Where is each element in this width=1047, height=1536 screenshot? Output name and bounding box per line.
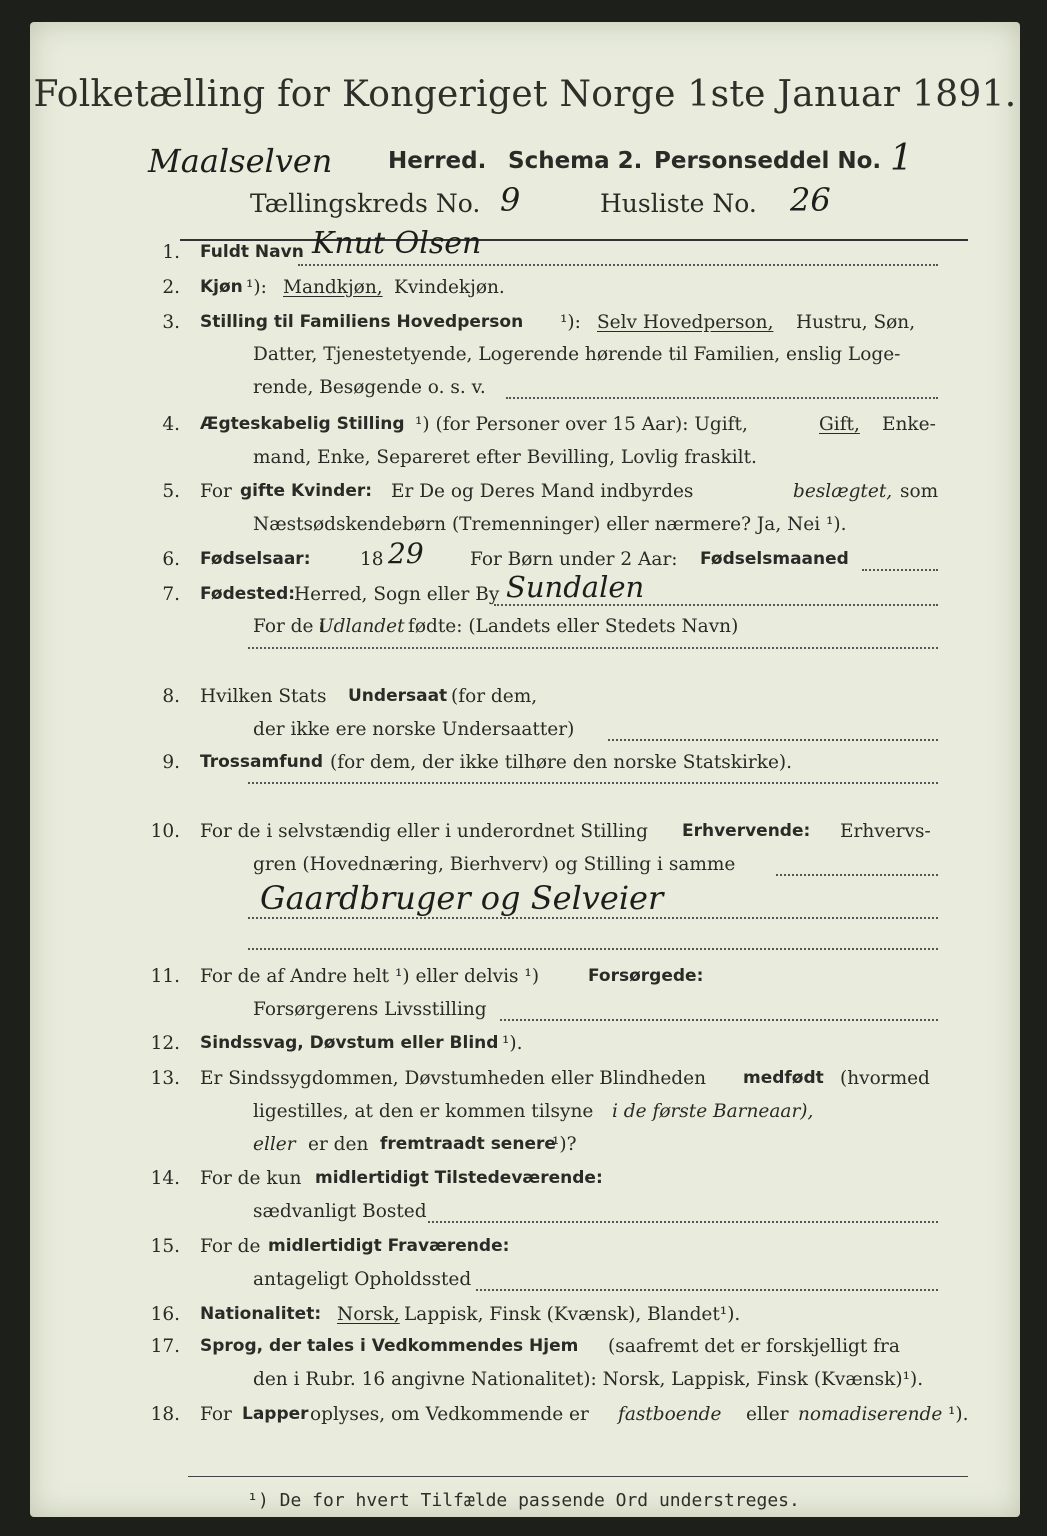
nationality-norwegian: Norsk,	[337, 1303, 400, 1325]
gender-label: Kjøn	[200, 276, 243, 297]
item-number: 14.	[150, 1168, 180, 1190]
gender-male: Mandkjøn,	[283, 276, 383, 298]
item-number: 5.	[162, 481, 180, 503]
citizenship-pre: Hvilken Stats	[200, 685, 327, 707]
label-prefix: For	[200, 481, 232, 503]
usual-residence: sædvanligt Bosted	[253, 1201, 427, 1223]
item-number: 3.	[162, 311, 180, 333]
congenital-post: (hvormed	[840, 1068, 930, 1090]
nationality-options: Lappisk, Finsk (Kvænsk), Blandet¹).	[404, 1303, 741, 1325]
religion-text: (for dem, der ikke tilhøre den norske Statskirke).	[330, 751, 793, 773]
fill-line	[428, 1221, 938, 1223]
birth-year-label: Fødselsaar:	[200, 548, 311, 569]
dependents-pre: For de af Andre helt ¹) eller delvis ¹)	[200, 965, 540, 987]
abroad-post: fødte: (Landets eller Stedets Navn)	[408, 616, 739, 638]
census-form	[30, 22, 1020, 1517]
fill-line	[298, 264, 938, 266]
personseddel-label: Personseddel No.	[654, 148, 882, 174]
occupation-post: Erhvervs-	[840, 821, 931, 843]
provider-occupation: Forsørgerens Livsstilling	[253, 998, 487, 1020]
item-number: 18.	[150, 1403, 180, 1425]
temp-present-label: midlertidigt Tilstedeværende:	[315, 1168, 603, 1189]
herred-label: Herred.	[388, 148, 487, 174]
item-number: 2.	[162, 276, 180, 298]
family-position-label: Stilling til Familiens Hovedperson	[200, 311, 524, 332]
fill-line	[476, 1289, 938, 1291]
footnote: ¹) De for hvert Tilfælde passende Ord understreges.	[247, 1490, 800, 1511]
birth-year-value: 29	[388, 536, 424, 570]
full-name-value: Knut Olsen	[312, 226, 482, 262]
husliste-value: 26	[790, 181, 831, 219]
position-self-head: Selv Hovedperson,	[597, 311, 774, 333]
marital-options-2: mand, Enke, Separeret efter Bevilling, Lovlig fraskilt.	[253, 446, 757, 468]
fill-line	[248, 948, 938, 950]
sami-settled: fastboende	[618, 1403, 722, 1425]
footnote-ref: ¹).	[948, 1403, 969, 1425]
full-name-label: Fuldt Navn	[200, 242, 304, 263]
nationality-label: Nationalitet:	[200, 1303, 322, 1324]
temp-absent-label: midlertidigt Fraværende:	[268, 1235, 510, 1256]
marital-options: ¹) (for Personer over 15 Aar): Ugift,	[415, 413, 748, 435]
fill-line	[776, 874, 938, 876]
congenital-line-2: ligestilles, at den er kommen tilsyne	[253, 1100, 594, 1122]
item-number: 15.	[150, 1235, 180, 1257]
sami-label: Lapper	[242, 1403, 309, 1424]
item-number: 16.	[150, 1303, 180, 1325]
item-number: 17.	[150, 1336, 180, 1358]
position-options-3: rende, Besøgende o. s. v.	[253, 377, 486, 399]
dependents-label: Forsørgede:	[588, 965, 704, 986]
occupation-pre: For de i selvstændig eller i underordnet Stilling	[200, 821, 648, 843]
religion-label: Trossamfund	[200, 751, 323, 772]
item-number: 10.	[150, 821, 180, 843]
citizenship-post: (for dem,	[451, 685, 538, 707]
kreds-label: Tællingskreds No.	[250, 189, 481, 218]
header-line-2	[30, 181, 1020, 227]
fill-line	[494, 604, 938, 606]
position-options: Hustru, Søn,	[796, 311, 916, 333]
fill-line	[248, 782, 938, 784]
marital-married: Gift,	[819, 413, 860, 435]
footnote-ref: ¹):	[246, 276, 267, 298]
personseddel-value: 1	[890, 138, 913, 179]
fill-line	[608, 739, 938, 741]
language-post: (saafremt det er forskjelligt fra	[608, 1336, 900, 1358]
congenital-or: eller	[253, 1133, 296, 1155]
related-word: beslægtet,	[793, 481, 893, 503]
item-number: 4.	[162, 413, 180, 435]
occupation-value: Gaardbruger og Selveier	[260, 878, 664, 917]
item-number: 13.	[150, 1068, 180, 1090]
abroad-word: Udlandet	[318, 616, 405, 638]
fill-line	[500, 1019, 938, 1021]
birthplace-value: Sundalen	[506, 569, 645, 604]
fill-line	[506, 397, 938, 399]
sami-pre: For	[200, 1403, 232, 1425]
later-onset-label: fremtraadt senere	[380, 1133, 556, 1154]
herred-value: Maalselven	[148, 142, 333, 180]
item-number: 7.	[162, 583, 180, 605]
item-number: 9.	[162, 751, 180, 773]
occupation-line-2: gren (Hovednæring, Bierhverv) og Stilling i samme	[253, 853, 736, 875]
congenital-label: medfødt	[743, 1068, 824, 1089]
fill-line	[248, 917, 938, 919]
husliste-label: Husliste No.	[600, 189, 757, 218]
fill-line	[248, 647, 938, 649]
marital-status-label: Ægteskabelig Stilling	[200, 413, 405, 434]
kreds-value: 9	[500, 181, 521, 219]
item-number: 8.	[162, 685, 180, 707]
form-title: Folketælling for Kongeriget Norge 1ste Januar 1891.	[33, 74, 1017, 115]
abroad-pre: For de i	[253, 616, 326, 638]
disability-label: Sindssvag, Døvstum eller Blind	[200, 1033, 499, 1054]
sami-mid: oplyses, om Vedkommende er	[310, 1403, 589, 1425]
footnote-ref: ¹):	[560, 311, 581, 333]
item-number: 1.	[162, 242, 180, 264]
footnote-rule	[188, 1476, 968, 1477]
footnote-ref: ¹)?	[552, 1133, 577, 1155]
language-line-2: den i Rubr. 16 angivne Nationalitet): Norsk, Lappisk, Finsk (Kvænsk)¹).	[253, 1369, 924, 1391]
fill-line	[862, 569, 938, 571]
schema-label: Schema 2.	[508, 148, 643, 174]
birthplace-text: Herred, Sogn eller By	[294, 583, 500, 605]
congenital-line-3: er den	[308, 1133, 369, 1155]
marital-options-end: Enke-	[882, 413, 936, 435]
occupation-label: Erhvervende:	[682, 821, 811, 842]
temp-present-pre: For de kun	[200, 1168, 302, 1190]
birthplace-label: Fødested:	[200, 583, 296, 604]
footnote-ref: ¹).	[502, 1033, 523, 1055]
language-label: Sprog, der tales i Vedkommendes Hjem	[200, 1336, 579, 1357]
congenital-pre: Er Sindssygdommen, Døvstumheden eller Blindheden	[200, 1068, 707, 1090]
married-women-label: gifte Kvinder:	[240, 481, 373, 502]
sami-or: eller	[746, 1403, 789, 1425]
infant-label: For Børn under 2 Aar:	[470, 548, 678, 570]
birth-year-prefix: 18	[360, 548, 384, 570]
question-end: som	[900, 481, 939, 503]
header-rule	[180, 239, 968, 241]
gender-female: Kvindekjøn.	[394, 276, 505, 298]
sami-nomadic: nomadiserende	[798, 1403, 943, 1425]
married-women-question: Er De og Deres Mand indbyrdes	[391, 481, 694, 503]
item-number: 11.	[150, 965, 180, 987]
item-number: 6.	[162, 548, 180, 570]
citizenship-line-2: der ikke ere norske Undersaatter)	[253, 718, 575, 740]
temp-absent-pre: For de	[200, 1235, 261, 1257]
congenital-italic: i de første Barneaar),	[612, 1100, 814, 1122]
position-options-2: Datter, Tjenestetyende, Logerende hørende til Familien, enslig Loge-	[253, 344, 901, 366]
item-number: 12.	[150, 1033, 180, 1055]
citizenship-label: Undersaat	[348, 685, 448, 706]
header-line-1	[30, 138, 1020, 192]
presumed-location: antageligt Opholdssted	[253, 1268, 472, 1290]
birth-month-label: Fødselsmaaned	[700, 548, 849, 569]
married-women-question-2: Næstsødskendebørn (Tremenninger) eller nærmere? Ja, Nei ¹).	[253, 514, 847, 536]
